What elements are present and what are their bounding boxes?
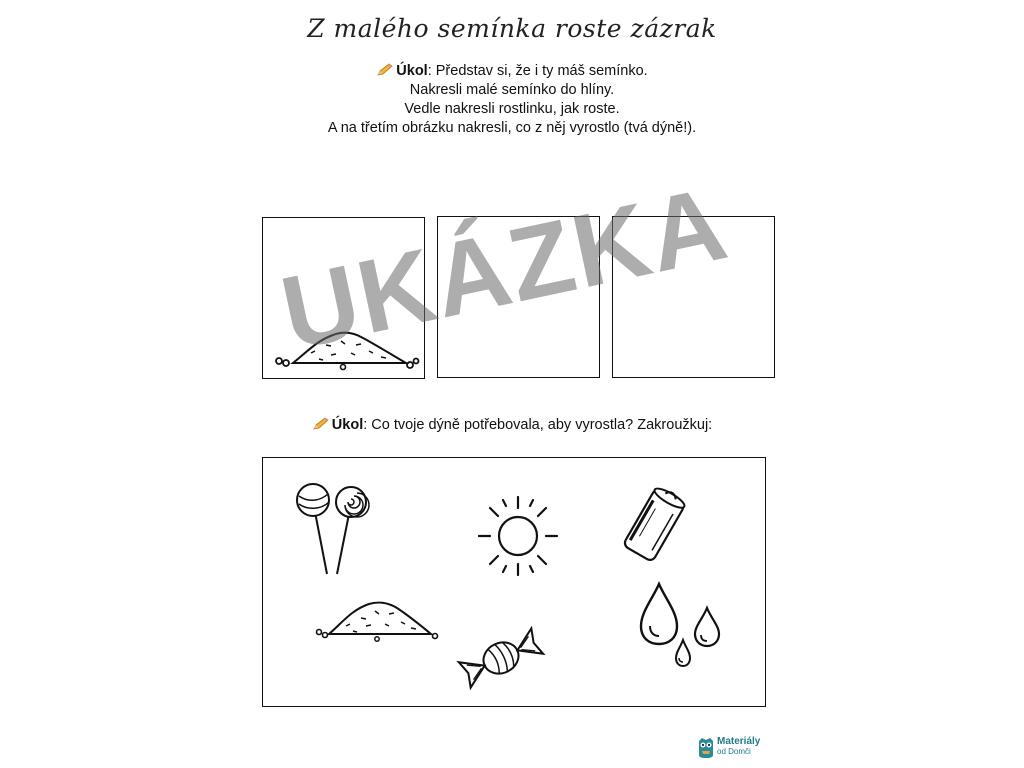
lollipops-icon[interactable] — [293, 482, 373, 577]
candy-icon[interactable] — [453, 624, 549, 692]
task1-line-3: Vedle nakresli rostlinku, jak roste. — [404, 101, 620, 117]
task1-line-4: A na třetím obrázku nakresli, co z něj vyrostlo (tvá dýně!). — [327, 120, 697, 136]
soil-pile-icon[interactable] — [311, 596, 441, 646]
watermark: UKÁZKA — [272, 165, 738, 373]
pencil-icon — [312, 417, 330, 431]
pencil-icon — [376, 63, 394, 77]
sun-icon[interactable] — [475, 494, 561, 578]
task2-label: Úkol — [331, 417, 364, 433]
circle-choice-box — [262, 457, 766, 707]
page-title: Z malého semínka roste zázrak — [307, 14, 717, 43]
logo-line-1: Materiály — [717, 736, 761, 747]
task2-instructions: Úkol: Co tvoje dýně potřebovala, aby vyrostla? Zakroužkuj: — [0, 417, 1024, 433]
water-drops-icon[interactable] — [633, 578, 728, 673]
soda-can-icon[interactable] — [611, 482, 697, 568]
brand-logo[interactable] — [697, 737, 777, 759]
task1-instructions — [0, 62, 1024, 138]
task1-label: Úkol — [396, 63, 428, 79]
owl-logo-icon — [697, 737, 715, 759]
logo-line-2: od Domči — [717, 747, 751, 756]
task1-line-2: Nakresli malé semínko do hlíny. — [409, 82, 615, 98]
task1-line-1: Úkol: Představ si, že i ty máš semínko. — [0, 62, 1024, 81]
